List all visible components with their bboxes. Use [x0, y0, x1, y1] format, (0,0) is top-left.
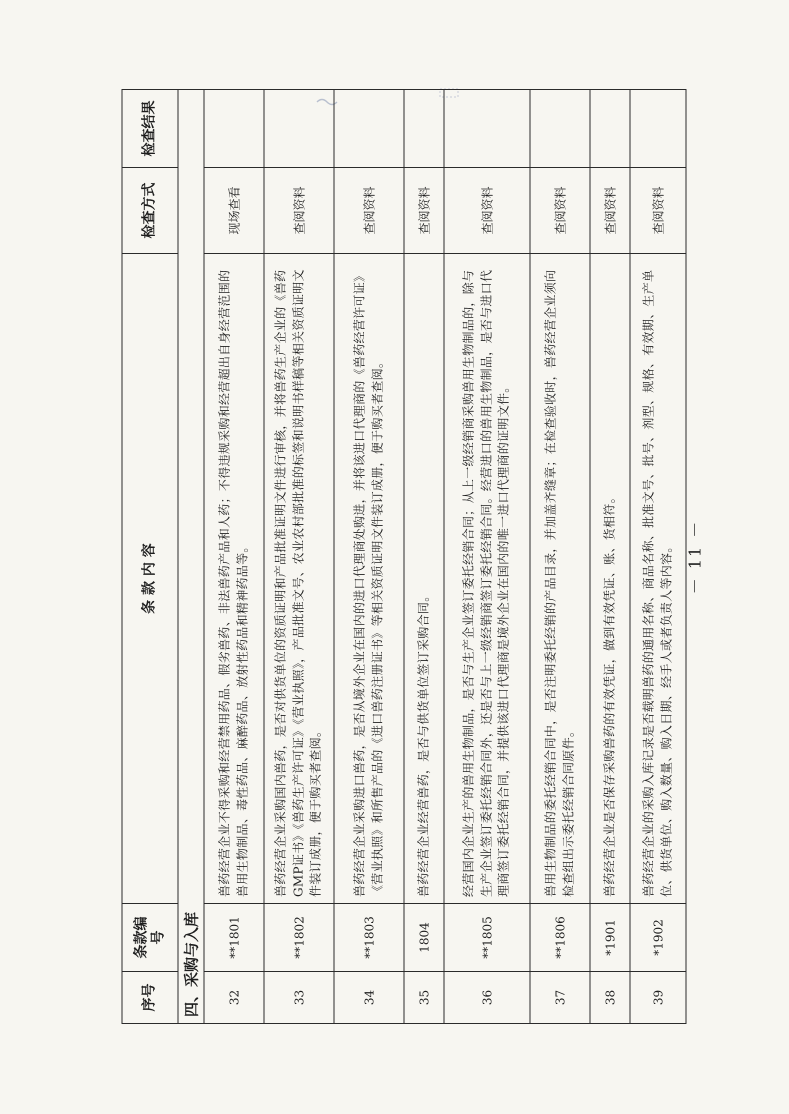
section-title: 四、采购与入库: [178, 90, 204, 1024]
row-method: 查阅资料: [334, 168, 404, 254]
table-row: [264, 90, 334, 1024]
header-row: [122, 90, 178, 1024]
row-seq: 39: [630, 972, 686, 1024]
row-seq: 36: [444, 972, 530, 1024]
row-code: 1804: [404, 904, 444, 972]
row-result: [404, 90, 444, 168]
row-seq: 38: [590, 972, 630, 1024]
row-code: *1901: [590, 904, 630, 972]
row-result: [630, 90, 686, 168]
table-row: [404, 90, 444, 1024]
row-result: [444, 90, 530, 168]
table-row: [590, 90, 630, 1024]
table-row: [444, 90, 530, 1024]
row-seq: 35: [404, 972, 444, 1024]
rotated-table-wrapper: [121, 90, 673, 1024]
page-number: － 11 －: [685, 519, 705, 595]
row-result: [590, 90, 630, 168]
row-method: 查阅资料: [590, 168, 630, 254]
header-clause-no: 条款编号: [122, 904, 178, 972]
table-row: [630, 90, 686, 1024]
row-result: [204, 90, 264, 168]
header-content: 条 款 内 容: [122, 254, 178, 904]
row-code: **1801: [204, 904, 264, 972]
row-seq: 37: [530, 972, 590, 1024]
row-result: [334, 90, 404, 168]
row-result: [530, 90, 590, 168]
row-code: **1802: [264, 904, 334, 972]
row-method: 查阅资料: [404, 168, 444, 254]
row-result: [264, 90, 334, 168]
table-row: [334, 90, 404, 1024]
row-method: 查阅资料: [530, 168, 590, 254]
row-seq: 32: [204, 972, 264, 1024]
row-code: **1803: [334, 904, 404, 972]
row-method: 查阅资料: [630, 168, 686, 254]
row-method: 查阅资料: [264, 168, 334, 254]
table-row: [204, 90, 264, 1024]
header-method: 检查方式: [122, 168, 178, 254]
table-row: [530, 90, 590, 1024]
row-content: 兽药经营企业的采购入库记录是否载明兽药的通用名称、商品名称、批准文号、批号、剂型、规格、有效期、生产单位、供货单位、购入数量、购入日期、经手人或者负责人等内容。: [630, 254, 686, 904]
section-row: [178, 90, 204, 1024]
row-content: 经营国内企业生产的兽用生物制品，是否与生产企业签订委托经销合同；从上一级经销商采购兽用生物制品的，除与生产企业签订委托经销合同外，还是否与上一级经销商签订委托经销合同。经营进口的兽用生物制品，是否与进口代理商签订委托经销合同，并提供该进口代理商是境外企业在国内的唯一进口代理商的证明文件。: [444, 254, 530, 904]
header-seq: 序号: [122, 972, 178, 1024]
row-code: **1806: [530, 904, 590, 972]
inspection-table: [121, 89, 686, 1024]
row-code: *1902: [630, 904, 686, 972]
header-result: 检查结果: [122, 90, 178, 168]
row-content: 兽药经营企业采购进口兽药，是否从境外企业在国内的进口代理商处购进，并将该进口代理商的《兽药经营许可证》《营业执照》和所售产品的《进口兽药注册证书》等相关资质证明文件装订成册，便于购买者查阅。: [334, 254, 404, 904]
row-code: **1805: [444, 904, 530, 972]
row-content: 兽药经营企业是否保存采购兽药的有效凭证，做到有效凭证、账、货相符。: [590, 254, 630, 904]
row-content: 兽药经营企业不得采购和经营禁用药品、假劣兽药、非法兽药产品和人药；不得违规采购和经营超出自身经营范围的兽用生物制品、毒性药品、麻醉药品、放射性药品和精神药品等。: [204, 254, 264, 904]
row-content: 兽药经营企业采购国内兽药，是否对供货单位的资质证明和产品批准证明文件进行审核，并将兽药生产企业的《兽药GMP证书》《兽药生产许可证》《营业执照》，产品批准文号、农业农村部批准的标签和说明书样稿等相关资质证明文件装订成册，便于购买者查阅。: [264, 254, 334, 904]
row-content: 兽药经营企业经营兽药，是否与供货单位签订采购合同。: [404, 254, 444, 904]
row-seq: 33: [264, 972, 334, 1024]
row-content: 兽用生物制品的委托经销合同中，是否注明委托经销的产品目录，并加盖齐缝章；在检查验收时，兽药经营企业须向检查组出示委托经销合同原件。: [530, 254, 590, 904]
row-seq: 34: [334, 972, 404, 1024]
row-method: 查阅资料: [444, 168, 530, 254]
row-method: 现场查看: [204, 168, 264, 254]
